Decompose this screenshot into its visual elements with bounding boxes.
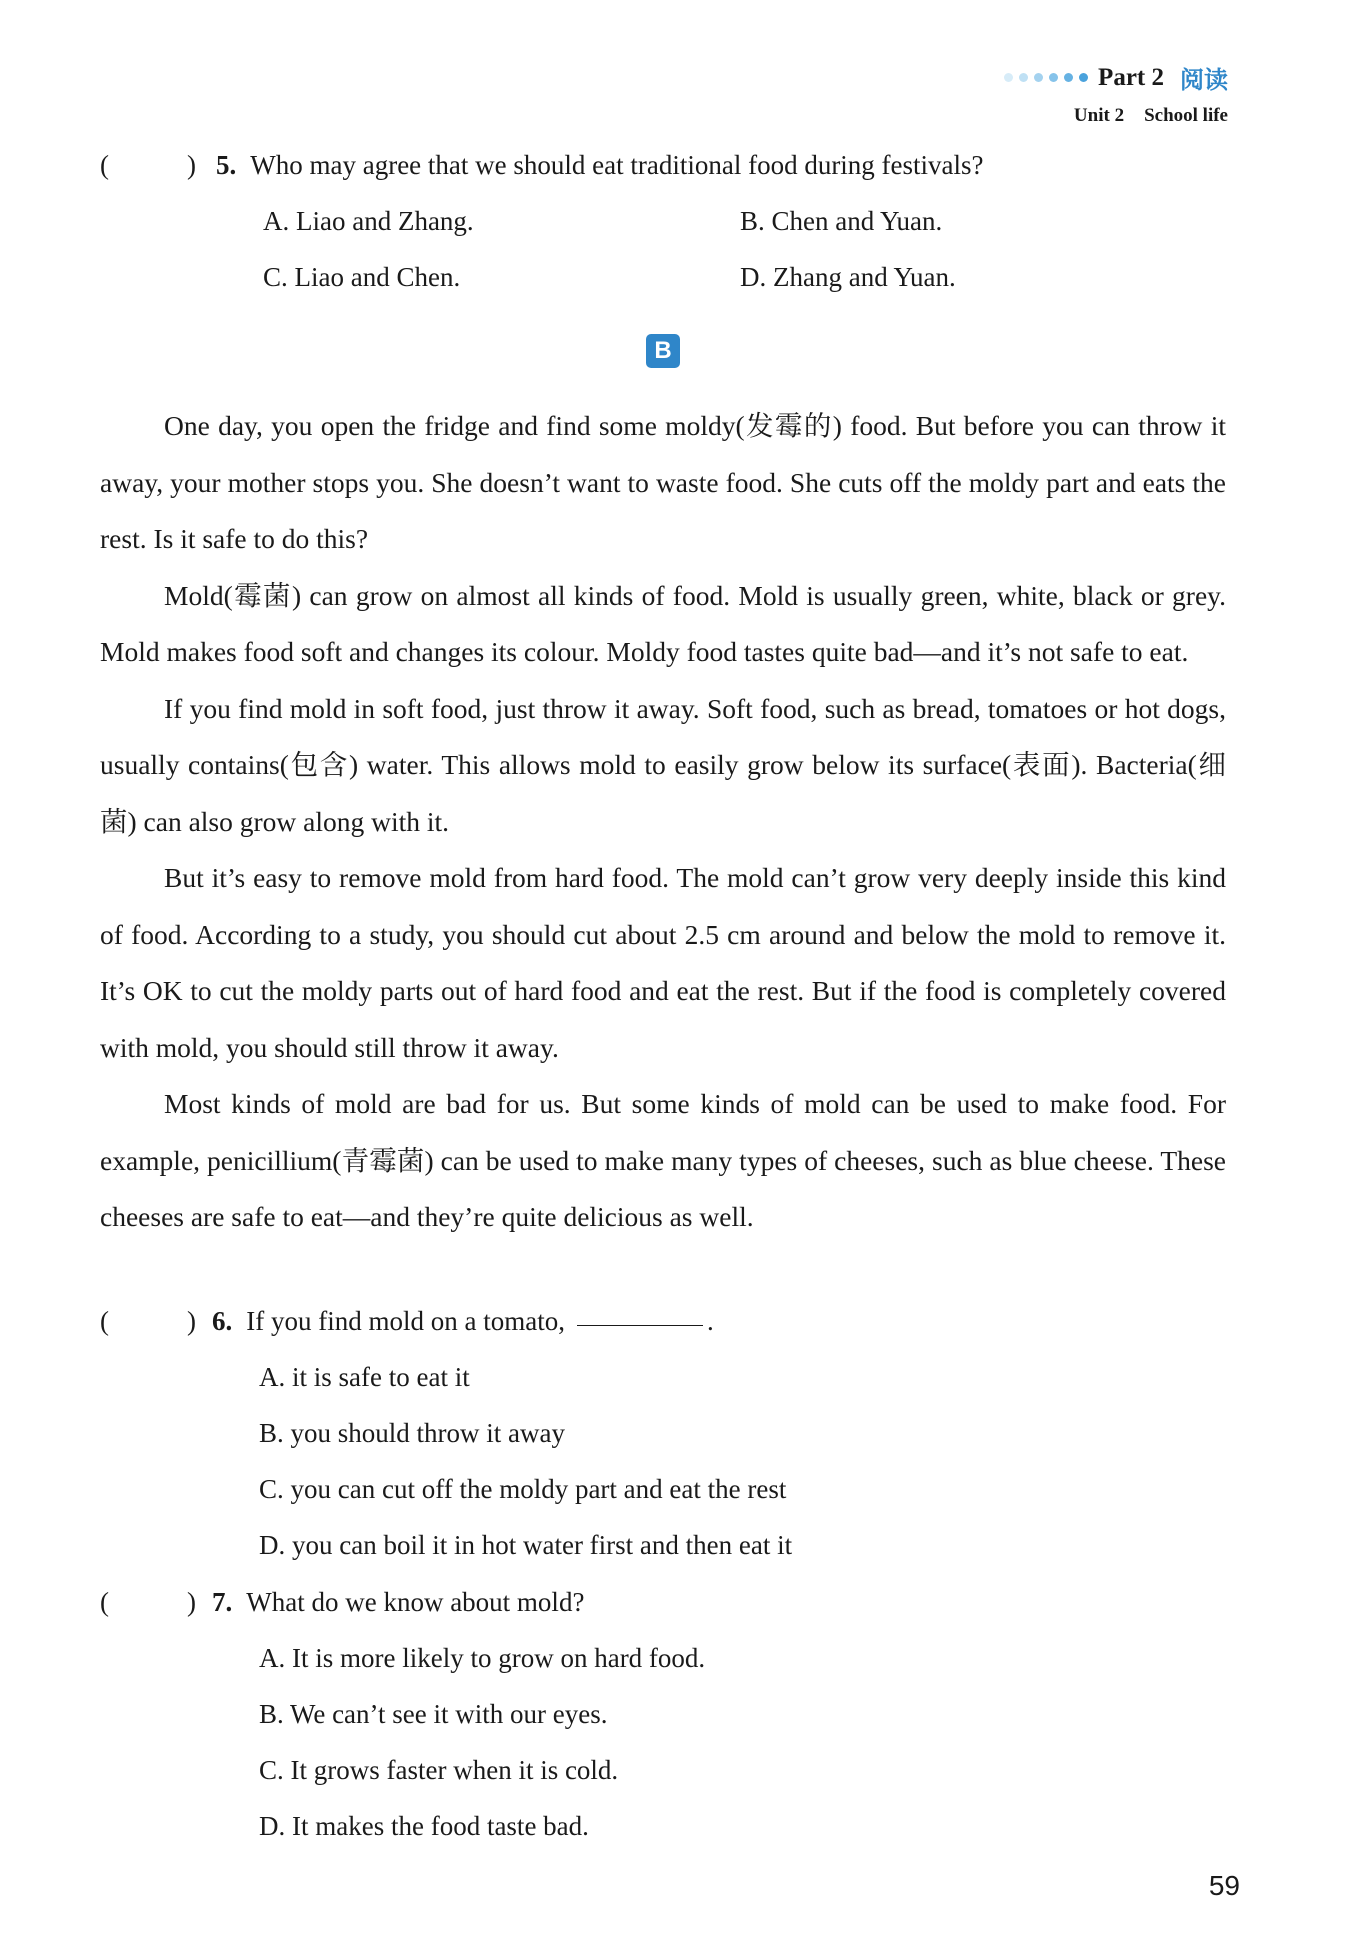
header-part-line bbox=[1004, 60, 1228, 95]
dot-icon bbox=[1019, 73, 1028, 82]
q7-option-c: C. It grows faster when it is cold. bbox=[259, 1755, 619, 1785]
answer-paren[interactable] bbox=[100, 1306, 196, 1337]
question-number: 6. bbox=[212, 1306, 233, 1336]
passage-paragraph: Most kinds of mold are bad for us. But some kinds of mold can be used to make food. For example, penicillium(青霉菌) can be used to make many types of cheeses, such as blue cheese. These cheeses are safe to eat—and they’re quite delicious as well. bbox=[100, 1088, 1226, 1232]
section-b-badge: B bbox=[646, 334, 680, 368]
dot-icon bbox=[1004, 73, 1013, 82]
paren-open: ( bbox=[100, 1306, 109, 1336]
passage-paragraph: If you find mold in soft food, just throw it away. Soft food, such as bread, tomatoes or hot dogs, usually contains(包含) water. This allows mold to easily grow below its surface(表面). Bacteria(细菌) can also grow along with it. bbox=[100, 692, 1226, 837]
q7-option-d: D. It makes the food taste bad. bbox=[259, 1811, 589, 1841]
q6-option-c: C. you can cut off the moldy part and eat the rest bbox=[259, 1474, 787, 1504]
header-unit-line bbox=[1004, 105, 1228, 127]
header-part-cn: 阅读 bbox=[1180, 66, 1228, 94]
q5-option-d: D. Zhang and Yuan. bbox=[740, 262, 956, 292]
q6-option-a: A. it is safe to eat it bbox=[259, 1362, 470, 1392]
answer-paren[interactable] bbox=[100, 1587, 196, 1618]
q6-option-d: D. you can boil it in hot water first and then eat it bbox=[259, 1530, 793, 1560]
passage-paragraph: One day, you open the fridge and find some moldy(发霉的) food. But before you can throw it away, your mother stops you. She doesn’t want to waste food. She cuts off the moldy part and eats the rest. Is it safe to do this? bbox=[100, 410, 1226, 554]
question-6 bbox=[100, 1306, 714, 1337]
question-text: What do we know about mold? bbox=[246, 1587, 585, 1617]
paren-close: ) bbox=[187, 1306, 196, 1336]
header-unit: Unit 2 bbox=[1073, 105, 1125, 126]
passage-paragraph: Mold(霉菌) can grow on almost all kinds of food. Mold is usually green, white, black or grey. Mold makes food soft and changes its colour. Moldy food tastes quite bad—and it’s not safe to eat. bbox=[100, 579, 1226, 667]
dot-icon bbox=[1079, 73, 1088, 82]
reading-passage bbox=[100, 398, 1226, 1246]
dot-icon bbox=[1064, 73, 1073, 82]
question-7 bbox=[100, 1587, 584, 1618]
paren-open: ( bbox=[100, 1587, 109, 1617]
question-5 bbox=[100, 150, 984, 181]
answer-paren[interactable] bbox=[100, 150, 196, 181]
dot-icon bbox=[1049, 73, 1058, 82]
passage-paragraph: But it’s easy to remove mold from hard food. The mold can’t grow very deeply inside this kind of food. According to a study, you should cut about 2.5 cm around and below the mold to remove it. It’s OK to cut the moldy parts out of hard food and eat the rest. But if the food is completely covered with mold, you should still throw it away. bbox=[100, 862, 1226, 1063]
paren-open: ( bbox=[100, 150, 109, 180]
paren-close: ) bbox=[187, 1587, 196, 1617]
q7-option-b: B. We can’t see it with our eyes. bbox=[259, 1699, 608, 1729]
dot-icon bbox=[1034, 73, 1043, 82]
question-text: If you find mold on a tomato, bbox=[246, 1306, 565, 1336]
question-number: 5. bbox=[216, 150, 237, 180]
q6-option-b: B. you should throw it away bbox=[259, 1418, 565, 1448]
q5-option-b: B. Chen and Yuan. bbox=[740, 206, 943, 236]
decorative-dots-icon bbox=[1004, 73, 1088, 82]
page-header bbox=[1004, 60, 1228, 127]
page-number: 59 bbox=[1208, 1870, 1240, 1901]
question-end: . bbox=[706, 1306, 714, 1336]
question-number: 7. bbox=[212, 1587, 233, 1617]
header-unit-title: School life bbox=[1144, 105, 1228, 126]
paren-close: ) bbox=[187, 150, 196, 180]
q5-option-a: A. Liao and Zhang. bbox=[263, 206, 474, 236]
question-text: Who may agree that we should eat traditional food during festivals? bbox=[250, 150, 984, 180]
q5-option-c: C. Liao and Chen. bbox=[263, 262, 461, 292]
header-part: Part 2 bbox=[1098, 63, 1164, 91]
answer-blank[interactable] bbox=[577, 1325, 703, 1326]
q7-option-a: A. It is more likely to grow on hard food. bbox=[259, 1643, 706, 1673]
